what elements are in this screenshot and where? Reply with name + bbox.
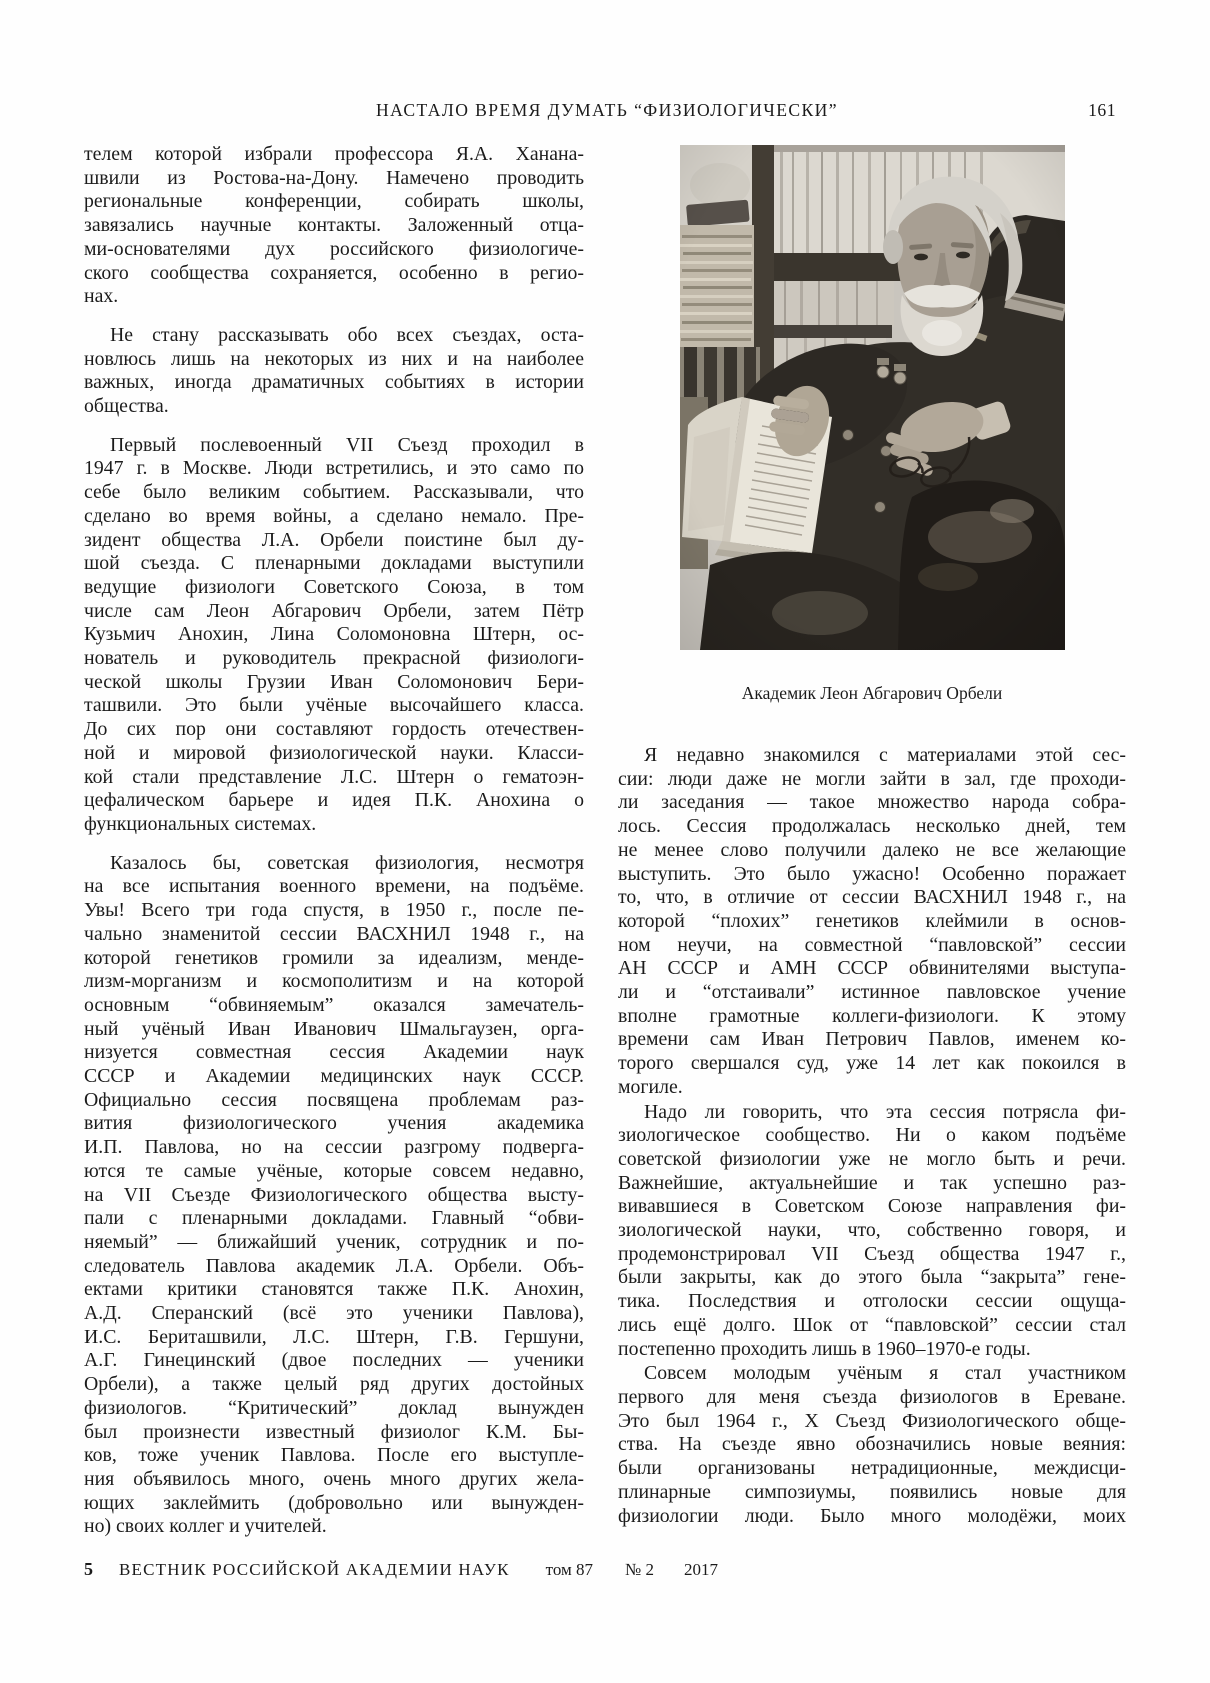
- text-line: на VII Съезде Физиологического общества высту-: [84, 1183, 584, 1206]
- text-line: няемый” — ближайший ученик, сотрудник и по-: [84, 1230, 584, 1253]
- text-line: зиологической науки, что, собственно говоря, и: [618, 1219, 1126, 1242]
- text-line: цефалическом барьере и идея П.К. Анохина о: [84, 789, 584, 812]
- right-text-column: [618, 143, 1126, 1528]
- text-line: следователь Павлова академик Л.А. Орбели. Объ-: [84, 1254, 584, 1277]
- paragraph: [84, 434, 584, 837]
- text-line: До сих пор они составляют гордость отечествен-: [84, 718, 584, 741]
- text-line: нах.: [84, 285, 119, 308]
- text-line: ном неучи, на совместной “павловской” сессии: [618, 933, 1126, 956]
- text-line: постепенно проходить лишь в 1960–1970-е годы.: [618, 1337, 1031, 1360]
- text-line: основным “обвиняемым” оказался замечатель-: [84, 993, 584, 1016]
- right-column-text: [618, 744, 1126, 1528]
- text-line: выступить. Это было ужасно! Особенно поражает: [618, 862, 1126, 885]
- text-line: ли и “отстаивали” истинное павловское учение: [618, 981, 1126, 1004]
- footer-year: 2017: [684, 1560, 719, 1579]
- text-line: чально знаменитой сессии ВАСХНИЛ 1948 г., на: [84, 922, 584, 945]
- footer-journal-title: ВЕСТНИК РОССИЙСКОЙ АКАДЕМИИ НАУК: [119, 1560, 510, 1579]
- text-line: Это был 1964 г., X Съезд Физиологического обще-: [618, 1409, 1126, 1432]
- text-line: которой “плохих” генетиков клеймили в основ-: [618, 909, 1126, 932]
- text-line: был произнести известный физиолог К.М. Бы-: [84, 1420, 584, 1443]
- text-line: важных, иногда драматичных событиях в истории: [84, 371, 584, 394]
- text-line: физиологов. “Критический” доклад вынужден: [84, 1396, 584, 1419]
- text-line: вполне грамотные коллеги-физиологи. К этому: [618, 1004, 1126, 1027]
- text-line: СССР и Академии медицинских наук СССР.: [84, 1065, 584, 1088]
- orbeli-photo: [680, 145, 1065, 650]
- text-line: пали с пленарными докладами. Главный “обви-: [84, 1207, 584, 1230]
- page-number: 161: [1088, 100, 1116, 120]
- text-line: Орбели), а также целый ряд других достойных: [84, 1373, 584, 1396]
- footer-issue: № 2: [625, 1560, 655, 1579]
- text-line: шой съезда. С пленарными докладами выступили: [84, 552, 584, 575]
- text-line: сии: люди даже не могли зайти в зал, где проходи-: [618, 767, 1126, 790]
- running-head-title: НАСТАЛО ВРЕМЯ ДУМАТЬ “ФИЗИОЛОГИЧЕСКИ”: [376, 100, 838, 120]
- text-line: кой стали представление Л.С. Штерн о гематоэн-: [84, 765, 584, 788]
- text-line: были организованы нетрадиционные, междисци-: [618, 1457, 1126, 1480]
- text-line: АН СССР и АМН СССР обвинителями выступа-: [618, 957, 1126, 980]
- paragraph: [84, 143, 584, 309]
- page-header: [84, 100, 1130, 124]
- text-line: ташвили. Это были учёные высочайшего класса.: [84, 694, 584, 717]
- paragraph: [618, 1362, 1126, 1528]
- text-line: но) своих коллег и учителей.: [84, 1515, 327, 1538]
- text-line: советской физиологии уже не могло быть и речи.: [618, 1147, 1126, 1170]
- text-line: Увы! Всего три года спустя, в 1950 г., после пе-: [84, 899, 584, 922]
- text-line: И.С. Бериташвили, Л.С. Штерн, Г.В. Гершуни,: [84, 1325, 584, 1348]
- text-line: общества.: [84, 395, 169, 418]
- text-line: зиологическое сообщество. Ни о каком подъёме: [618, 1124, 1126, 1147]
- text-line: ков, тоже ученик Павлова. После его выступле-: [84, 1444, 584, 1467]
- text-line: 1947 г. в Москве. Люди встретились, и это само по: [84, 457, 584, 480]
- text-line: Надо ли говорить, что эта сессия потрясла фи-: [644, 1100, 1126, 1123]
- text-line: функциональных системах.: [84, 812, 317, 835]
- text-line: И.П. Павлова, но на сессии разгрому подверга-: [84, 1136, 584, 1159]
- text-line: швили из Ростова-на-Дону. Намечено проводить: [84, 166, 584, 189]
- text-line: плинарные симпозиумы, появились новые для: [618, 1480, 1126, 1503]
- text-line: времени сам Иван Петрович Павлов, именем ко-: [618, 1028, 1126, 1051]
- text-line: ческой школы Грузии Иван Соломонович Бери-: [84, 670, 584, 693]
- text-line: региональные конференции, собирать школы,: [84, 190, 584, 213]
- text-line: могиле.: [618, 1075, 683, 1098]
- text-line: ектами критики становятся также П.К. Анохин,: [84, 1278, 584, 1301]
- text-line: новлюсь лишь на некоторых из них и на наиболее: [84, 347, 584, 370]
- text-line: А.Д. Сперанский (всё это ученики Павлова),: [84, 1302, 584, 1325]
- text-line: ства. На съезде явно обозначились новые веяния:: [618, 1433, 1126, 1456]
- text-line: Я недавно знакомился с материалами этой сес-: [644, 744, 1126, 766]
- text-line: на все испытания военного времени, на подъёме.: [84, 875, 584, 898]
- text-line: зидент общества Л.А. Орбели поистине был ду-: [84, 528, 584, 551]
- page-footer: [84, 1559, 1130, 1580]
- text-line: ского сообщества сохраняется, особенно в регио-: [84, 261, 584, 284]
- signature-number: 5: [84, 1559, 93, 1579]
- text-line: были закрыты, как до этого была “закрыта” гене-: [618, 1266, 1126, 1289]
- text-line: продемонстрировал VII Съезд общества 1947 г.,: [618, 1242, 1126, 1265]
- text-line: лизм-морганизм и космополитизм и на которой: [84, 970, 584, 993]
- text-line: А.Г. Гинецинский (двое последних — ученики: [84, 1349, 584, 1372]
- text-line: Не стану рассказывать обо всех съездах, оста-: [110, 323, 584, 346]
- paragraph: [84, 852, 584, 1539]
- text-line: числе сам Леон Абгарович Орбели, затем Пётр: [84, 599, 584, 622]
- text-line: ния объявилось много, очень много других жела-: [84, 1467, 584, 1490]
- text-line: Казалось бы, советская физиология, несмотря: [110, 851, 584, 874]
- text-line: Совсем молодым учёным я стал участником: [644, 1362, 1126, 1385]
- text-line: сделано во время войны, а сделано немало. Пре-: [84, 504, 584, 527]
- text-line: вития физиологического учения академика: [84, 1112, 584, 1135]
- text-line: ли заседания — такое множество народа собра-: [618, 791, 1126, 814]
- text-line: ный учёный Иван Иванович Шмальгаузен, орга-: [84, 1017, 584, 1040]
- text-line: телем которой избрали профессора Я.А. Ханана-: [84, 143, 584, 165]
- text-line: тика. Последствия и отголоски сессии ощуща-: [618, 1290, 1126, 1313]
- photo-caption: Академик Леон Абгарович Орбели: [741, 683, 1003, 703]
- text-line: то, что, в отличие от сессии ВАСХНИЛ 1948 г., на: [618, 886, 1126, 909]
- text-line: лись ещё долго. Шок от “павловской” сессии стал: [618, 1313, 1126, 1336]
- left-text-column: [84, 143, 584, 1539]
- text-line: вивавшиеся в Советском Союзе направления фи-: [618, 1195, 1126, 1218]
- text-line: торого свершался суд, уже 14 лет как покоился в: [618, 1052, 1126, 1075]
- text-line: Первый послевоенный VII Съезд проходил в: [110, 433, 584, 456]
- paragraph: [618, 744, 1126, 1100]
- text-line: ми-основателями дух российского физиологиче-: [84, 237, 584, 260]
- orbeli-photo-illustration: [680, 145, 1065, 650]
- text-line: себе было великим событием. Рассказывали, что: [84, 481, 584, 504]
- text-line: Кузьмич Анохин, Лина Соломоновна Штерн, ос-: [84, 623, 584, 646]
- text-line: ющих заклеймить (добровольно или вынужден-: [84, 1491, 584, 1514]
- text-line: физиологии люди. Было много молодёжи, моих: [618, 1504, 1126, 1527]
- paragraph: [84, 324, 584, 419]
- text-line: Официально сессия посвящена проблемам раз-: [84, 1088, 584, 1111]
- paragraph: [618, 1101, 1126, 1362]
- text-line: не менее слово получили далеко не все желающие: [618, 838, 1126, 861]
- text-line: ведущие физиологи Советского Союза, в том: [84, 575, 584, 598]
- text-line: которой генетиков громили за идеализм, менде-: [84, 946, 584, 969]
- text-line: ной и мировой физиологической науки. Класси-: [84, 741, 584, 764]
- text-line: Важнейшие, актуальнейшие и так успешно раз-: [618, 1171, 1126, 1194]
- text-line: завязались научные контакты. Заложенный отца-: [84, 214, 584, 237]
- text-line: низуется совместная сессия Академии наук: [84, 1041, 584, 1064]
- text-line: нователь и руководитель прекрасной физиологи-: [84, 647, 584, 670]
- footer-volume: том 87: [545, 1560, 594, 1579]
- text-line: первого для меня съезда физиологов в Ереване.: [618, 1385, 1126, 1408]
- text-line: лось. Сессия продолжалась несколько дней, тем: [618, 815, 1126, 838]
- text-line: ются те самые учёные, которые совсем недавно,: [84, 1159, 584, 1182]
- orbeli-photo-figure: [618, 145, 1126, 704]
